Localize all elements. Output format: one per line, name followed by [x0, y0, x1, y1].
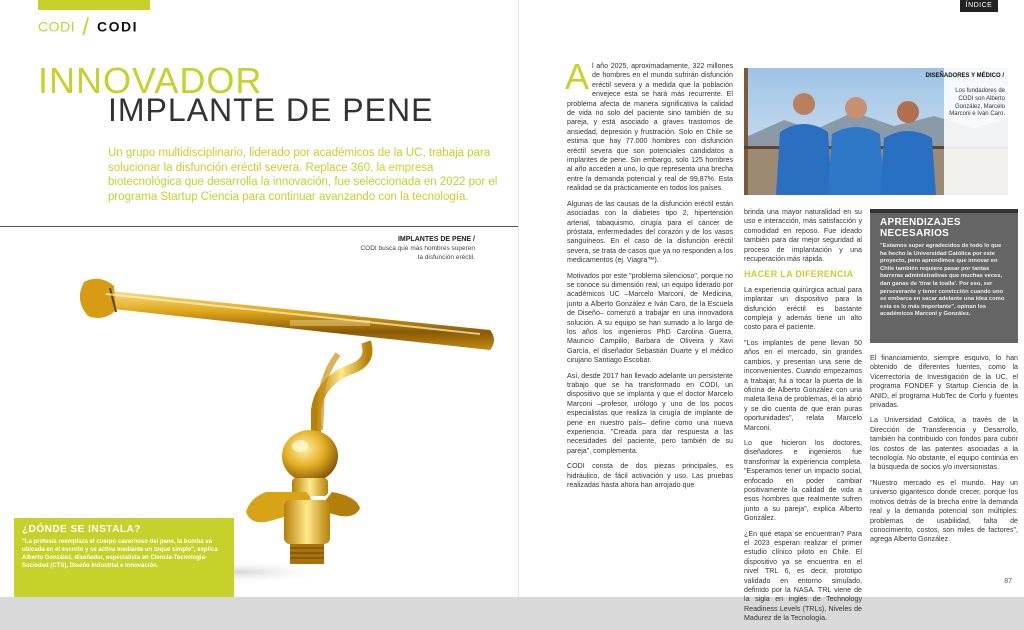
learnings-box-title: APRENDIZAJES NECESARIOS [880, 217, 961, 239]
article-column-2 [744, 208, 862, 630]
article-column-3 [870, 354, 1018, 551]
col1-paragraph-3: Motivados por este "problema silencioso", porque no se conoce su dimensión real, un equipo liderado por académicos UC –Marcelo Marconi, de Medicina, junto a Alberto González e Iván Caro, de la Escuela de Diseño– comenzó a trabajar en una innovadora solución. A su equipo se han sumado a lo largo de los años los ingenieros PhD Carolina Guerra, Mauricio Campillo, Barbara de Oliveira y Xavi García, el diseñador Sebastián Duarte y el médico cirujano Santiago Escobar. [567, 271, 733, 365]
col2-paragraph-1: brinda una mayor naturalidad en su uso e interacción, más satisfacción y comodidad en reposo. Fue ideado también para dar mejor seguridad al proceso de implantación y una recuperación más rápida. [744, 208, 862, 264]
col3-paragraph-3: "Nuestro mercado es el mundo. Hay un universo gigantesco donde crecer, porque los motivos detrás de la brecha entre la demanda real y la demanda potencial son múltiples: problemas de usabilidad, falta de conocimiento, costos, son miles de factores", agrega Alberto González. [870, 478, 1018, 544]
col3-paragraph-1: El financiamiento, siempre esquivo, lo han obtenido de diferentes fuentes, como la Vicerrectoría de Investigación de la UC, el programa FONDEF y Startup Ciencia de la ANID, el programa HubTec de Corfo y fuentes privadas. [870, 354, 1018, 410]
section-header [38, 14, 138, 42]
section-heading: HACER LA DIFERENCIA [744, 269, 854, 280]
col2-paragraph-5: ¿En qué etapa se encuentran? Para el 2023 esperan realizar el primer estudio clínico piloto en Chile. El dispositivo ya se encuentra en el nivel TRL 6, es decir, prototipo validado en entorno simulado, definido por la NASA. TRL viene de la sigla en inglés de Technology Readiness Levels (TRLs), Niveles de Madurez de la Tecnología. [744, 529, 862, 623]
index-tab[interactable]: ÍNDICE [960, 0, 998, 12]
left-page [0, 0, 518, 597]
right-page [518, 0, 1024, 623]
col1-paragraph-1 [565, 56, 733, 194]
install-box-text: "La prótesis reemplaza el cuerpo cavernoso del pene, la bomba va ubicada en el escroto y se activa mediante un toque simple", explica Alberto González, diseñador, especialista en Ciencia-Tecnología-Sociedad (CTS), Diseño Industrial e Innovación. [22, 539, 218, 569]
title-line-2: IMPLANTE DE PENE [108, 92, 434, 128]
title-line-1: INNOVADOR [38, 60, 263, 101]
page-number: 87 [1004, 578, 1012, 585]
accent-bar [38, 0, 150, 10]
image-caption-title: IMPLANTES DE PENE / [397, 236, 475, 243]
col3-paragraph-2: La Universidad Católica, a través de la Dirección de Transferencia y Desarrollo, también ha contribuido con fondos para cubrir los costos de las patentes asociadas a la tecnología. No obstante, el equipo continúa en la búsqueda de socios y/o inversionistas. [870, 416, 1018, 472]
lead-paragraph: Un grupo multidisciplinario, liderado por académicos de la UC, trabaja para solucionar la disfunción eréctil severa. Replace 360, la empresa biotecnológica que desarrolla la innovación, fue seleccionada en 2022 por el programa Startup Ciencia para continuar avanzando con la tecnología. [108, 147, 498, 203]
section-label: CODI [38, 18, 75, 35]
learnings-box-bar [870, 209, 1018, 213]
brand-logo: CODI [96, 18, 138, 35]
section-separator: / [82, 14, 90, 41]
col1-paragraph-2: Algunas de las causas de la disfunción eréctil están asociadas con la diabetes tipo 2, hipertensión arterial, tabaquismo, cirugía para el cáncer de próstata, enfermedades del corazón y de los vasos sanguíneos. En el caso de la disfunción eréctil severa, se trata de casos que ya no responden a los medicamentos (ej. Viagra™). [567, 199, 733, 265]
col2-paragraph-3: "Los implantes de pene llevan 50 años en el mercado, sin grandes cambios, y presentan una serie de inconvenientes. Cuando empezamos a trabajar, fui a tocar la puerta de la oficina de Alberto González con una maleta llena de problemas, él la abrió y se dio cuenta de que eran puras oportunidades", relata Marcelo Marconi. [744, 338, 862, 432]
install-box-title: ¿DÓNDE SE INSTALA? [22, 524, 141, 535]
col2-paragraph-4: Lo que hicieron los doctores, diseñadores e ingenieros fue transformar la experiencia completa. "Esperamos tener un impacto social, enfocado en poder cambiar positivamente la calidad de vida a esos hombres que realmente sufren junto a su pareja", explica Alberto González. [744, 438, 862, 523]
photo-caption-title: DISEÑADORES Y MÉDICO / [925, 73, 1004, 79]
photo-caption-text: Los fundadores de CODI son Alberto González, Marcelo Marconi e Iván Caro. [949, 88, 1005, 118]
col1-paragraph-4: Así, desde 2017 han llevado adelante un persistente trabajo que se ha transformado en CODI, un dispositivo que se implanta y que el doctor Marcelo Marconi –profesor, urólogo y uno de los pocos especialistas que realiza la cirugía de implante de pene en nuestro país– define como una nueva experiencia. "Creada para dar respuesta a las necesidades del paciente, pero también de su pareja", complementa. [567, 371, 733, 455]
learnings-box-text: "Estamos super agradecidos de todo lo que ha hecho la Universidad Católica por este proyecto, pero aprendimos que innovar en Chile también requiere pasar por tantas barreras administrativas que muchas veces, dan ganas de 'tirar la toalla'. Por eso, ser perseverante y tener convicción cuando uno se embarca en sacar adelante una idea como esta es lo más importante", opinan los académicos Marconi y González. [880, 243, 1005, 318]
image-caption-text: CODI busca que más hombres superen la disfunción eréctil. [360, 245, 475, 261]
col2-paragraph-2: La experiencia quirúrgica actual para implantar un dispositivo para la disfunción eréctil es bastante compleja y además tiene un alto costo para el paciente. [744, 285, 862, 332]
install-info-box [14, 518, 234, 597]
article-column-1 [565, 56, 733, 496]
learnings-box [870, 209, 1018, 343]
col1-paragraph-1-text: l año 2025, aproximadamente, 322 millones de hombres en el mundo sufrirán disfunción eréctil severa y a medida que la población envejece esta se hará más recurrente. El problema afecta de manera significativa la calidad de vida no solo del paciente sino también de su pareja, y está asociado a graves trastornos de ansiedad, depresión y frustración. Solo en Chile se estima que hay 77.000 hombres con disfunción eréctil severa que son potenciales candidatos a implantes de pene. Sin embargo, solo 125 hombres al año acceden a uno, lo que representa una brecha entre la demanda potencial y real de 99,87%. Esta realidad se da prácticamente en todos los países. [567, 62, 733, 193]
drop-cap: A [565, 56, 590, 97]
divider-line [0, 226, 518, 227]
col1-paragraph-5: CODI consta de dos piezas principales, es hidráulico, de fácil activación y uso. Las pruebas realizadas hasta ahora han arrojado que [567, 462, 733, 490]
